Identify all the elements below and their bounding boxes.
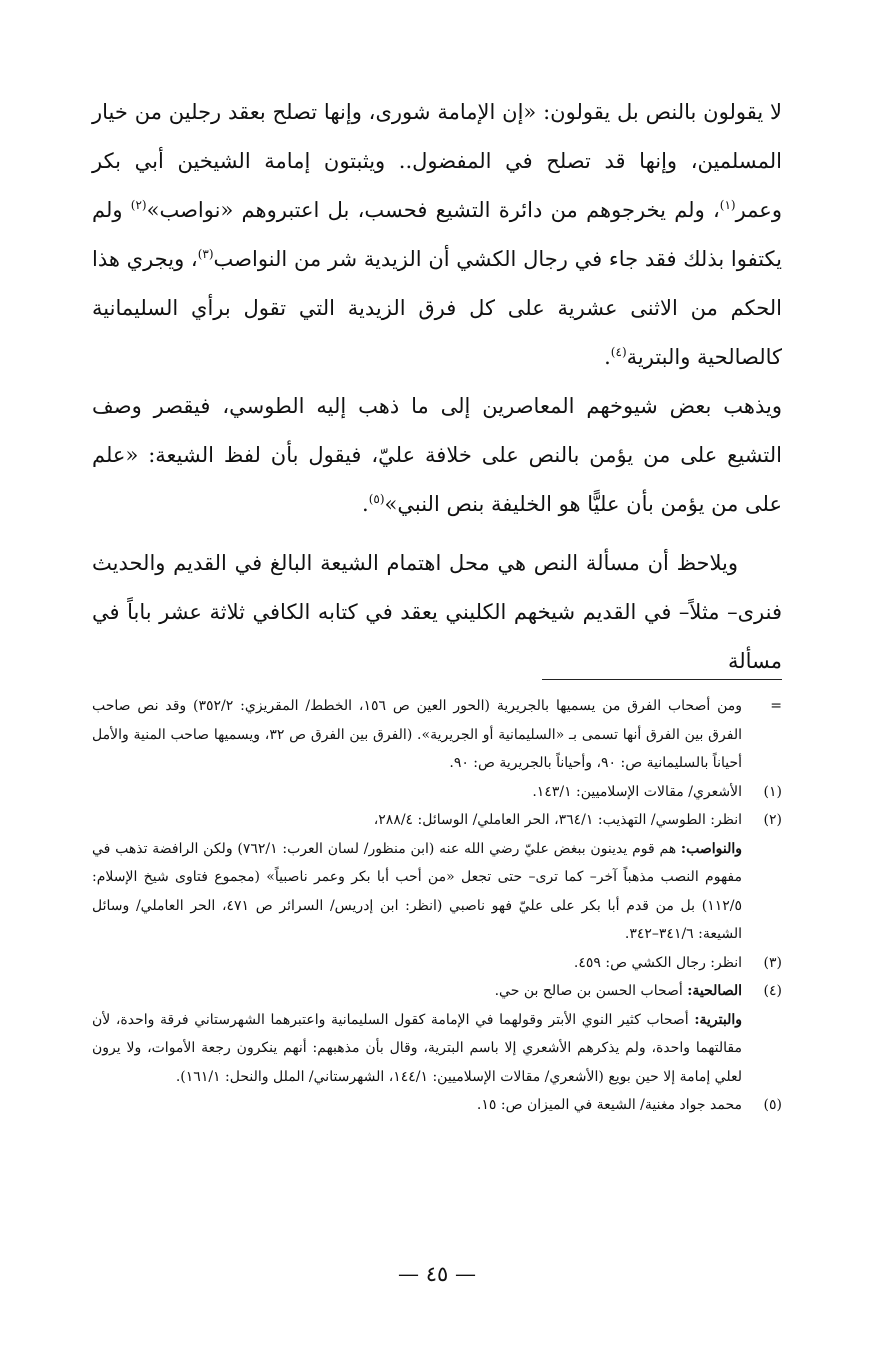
footnote-ref-3[interactable]: (٣) xyxy=(197,247,214,261)
term-salihiyya: الصالحية: xyxy=(687,983,742,999)
footnote-text: انظر: رجال الكشي ص: ٤٥٩. xyxy=(573,954,742,971)
continuation-marker: = xyxy=(770,698,782,714)
footnote-number: (١) xyxy=(763,783,782,800)
page-number: — ٤٥ — xyxy=(398,1262,476,1286)
footnote-4 xyxy=(92,977,782,1006)
footnote-ref-4[interactable]: (٤) xyxy=(610,345,627,359)
footnote-3 xyxy=(92,949,782,978)
main-text xyxy=(92,88,782,686)
footnote-text: محمد جواد مغنية/ الشيعة في الميزان ص: ١٥. xyxy=(476,1097,742,1113)
footnote-continuation-text: ومن أصحاب الفرق من يسميها بالجريرية (الحور العين ص ١٥٦، الخطط/ المقريزي: ٣٥٢/٢) وقد نص صاحب الفرق بين الفرق أنها تسمى بـ «السليمانية أو الجريرية». (الفرق بين الفرق ص ٣٢، ويسميها صاحب المنية والأمل أحياناً بالسليمانية ص: ٩٠، وأحياناً بالجريرية ص: ٩٠. xyxy=(92,698,743,771)
footnote-5 xyxy=(92,1091,782,1120)
paragraph-1: لا يقولون بالنص بل يقولون: «إن الإمامة شورى، وإنها تصلح بعقد رجلين من خيار المسلمين، وإنها قد تصلح في المفضول.. ويثبتون إمامة الشيخين أبي بكر وعمر$^{(١)}$، ولم يخرجوهم من دائرة التشيع فحسب، بل اعتبروهم «نواصب»$^{(٢)}$ ولم يكتفوا بذلك فقد جاء في رجال الكشي أن الزيدية شر من النواصب$^{(٣)}$، ويجري هذا الحكم من الاثنى عشرية على كل فرق الزيدية التي تقول برأي السليمانية كالصالحية والبترية$^{(٤)}$. xyxy=(92,100,782,369)
term-batriyya: والبترية: xyxy=(694,1011,742,1028)
footnote-text: انظر: الطوسي/ التهذيب: ٣٦٤/١، الحر العاملي/ الوسائل: ٢٨٨/٤، xyxy=(373,812,742,828)
term-nawasib: والنواصب: xyxy=(680,840,742,857)
footnote-ref-2[interactable]: (٢) xyxy=(130,198,147,212)
footnote-4-continuation: والبترية: أصحاب كثير النوي الأبتر وقولهما في الإمامة كقول السليمانية واعتبرهما الشهرستاني فرقة واحدة، لأن مقالتهما واحدة، ولم يذكرهم الأشعري إلا باسم البترية، وقال بأن مذهبهم: أنهم ينكرون رجعة الأموات، ولا يرون لعلي إمامة إلا حين بويع (الأشعري/ مقالات الإسلاميين: ١٤٤/١، الشهرستاني/ الملل والنحل: ١٦١/١). xyxy=(92,1011,742,1085)
footnote-text: الصالحية: أصحاب الحسن بن صالح بن حي. xyxy=(494,983,742,999)
footnote-text: الأشعري/ مقالات الإسلاميين: ١٤٣/١. xyxy=(532,783,742,800)
footnote-number: (٢) xyxy=(763,812,782,828)
footnote-divider xyxy=(542,679,782,680)
paragraph-2: ويذهب بعض شيوخهم المعاصرين إلى ما ذهب إليه الطوسي، فيقصر وصف التشيع على من يؤمن بالنص على خلافة عليّ، فيقول بأن لفظ الشيعة: «علم على من يؤمن بأن عليًّا هو الخليفة بنص النبي»$^{(٥)}$. xyxy=(92,394,782,516)
footnote-2-continuation: والنواصب: هم قوم يدينون ببغض عليّ رضي الله عنه (ابن منظور/ لسان العرب: ٧٦٢/١) ولكن الرافضة تذهب في مفهوم النصب مذهباً آخر– كما ترى– حتى تجعل «من أحب أبا بكر وعمر ناصبياً» (مجموع فتاوى شيخ الإسلام: ١١٢/٥) بل من قدم أبا بكر على عليّ فهو ناصبي (انظر: ابن إدريس/ السرائر ص ٤٧١، الحر العاملي/ وسائل الشيعة: ٣٤١/٦–٣٤٢. xyxy=(92,840,742,942)
footnotes xyxy=(92,692,782,1120)
footnote-ref-5[interactable]: (٥) xyxy=(368,492,385,506)
footnote-continuation xyxy=(92,692,782,778)
paragraph-3: ويلاحظ أن مسألة النص هي محل اهتمام الشيعة البالغ في القديم والحديث فنرى– مثلاً– في القديم شيخهم الكليني يعقد في كتابه الكافي ثلاثة عشر باباً في مسألة xyxy=(92,551,782,673)
footnote-number: (٥) xyxy=(763,1097,782,1113)
footnote-number: (٤) xyxy=(763,983,782,999)
footnote-ref-1[interactable]: (١) xyxy=(719,198,736,212)
footnote-1 xyxy=(92,778,782,807)
footnote-number: (٣) xyxy=(763,954,782,971)
footnote-2 xyxy=(92,806,782,835)
